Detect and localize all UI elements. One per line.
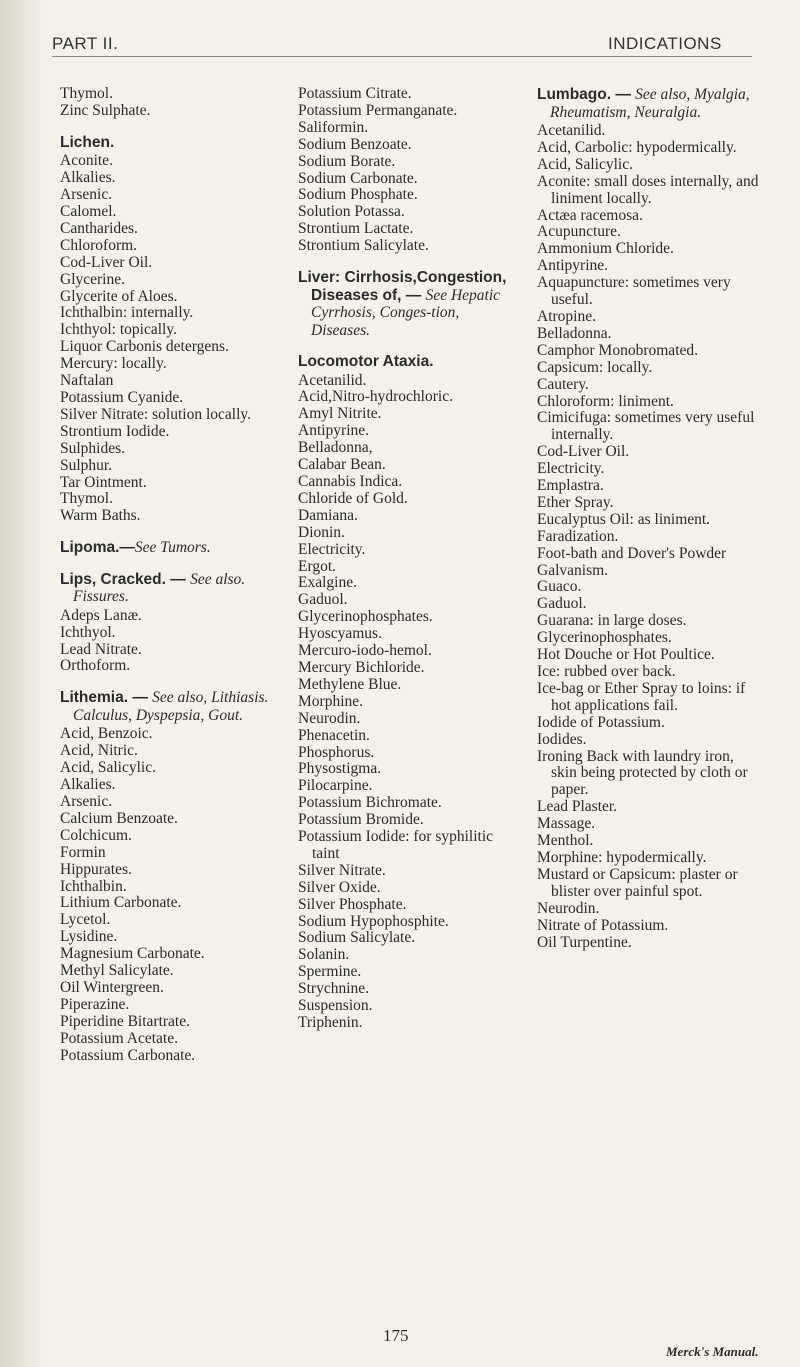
running-head-left: PART II. [52, 34, 119, 53]
remedy-item: Sodium Hypophosphite. [298, 912, 449, 930]
remedy-item: Sulphides. [60, 439, 126, 457]
book-spine-shadow [0, 0, 42, 1367]
remedy-item: Acid, Salicylic. [537, 155, 633, 173]
remedy-item: Ironing Back with laundry iron, skin being protected by cloth or paper. [537, 747, 748, 799]
entry-heading [60, 689, 280, 724]
remedy-item: Potassium Bromide. [298, 811, 424, 829]
remedy-item: Calcium Benzoate. [60, 809, 178, 827]
remedy-item: Emplastra. [537, 477, 604, 495]
remedy-item: Antipyrine. [537, 257, 609, 275]
remedy-item: Potassium Citrate. [298, 85, 412, 102]
remedy-item: Ichthalbin: internally. [60, 304, 194, 322]
heading-text: Lithemia. — [60, 689, 153, 707]
remedy-item: Neurodin. [537, 899, 600, 917]
remedy-item: Sodium Benzoate. [298, 135, 412, 153]
remedy-item: Belladonna, [298, 439, 373, 457]
index-entry [60, 134, 280, 525]
remedy-item: Massage. [537, 815, 596, 833]
remedy-item: Silver Oxide. [298, 878, 381, 896]
remedy-item: Pilocarpine. [298, 777, 373, 795]
remedy-item: Sulphur. [60, 456, 113, 474]
index-entry [60, 571, 280, 676]
remedy-item: Potassium Acetate. [60, 1029, 178, 1047]
remedy-item: Strontium Lactate. [298, 220, 414, 238]
remedy-item: Hippurates. [60, 860, 132, 878]
remedy-item: Ergot. [298, 557, 337, 575]
remedy-item: Piperazine. [60, 995, 130, 1013]
remedy-item: Calabar Bean. [298, 456, 386, 474]
remedy-item: Strontium Iodide. [60, 422, 170, 440]
remedy-item: Acupuncture. [537, 223, 621, 241]
remedy-item: Belladonna. [537, 324, 612, 342]
remedy-item: Potassium Bichromate. [298, 794, 442, 812]
remedy-item: Spermine. [298, 963, 362, 981]
remedy-item: Arsenic. [60, 186, 113, 204]
remedy-item: Strontium Salicylate. [298, 237, 429, 255]
column-3 [537, 86, 763, 965]
remedy-list [60, 726, 280, 1064]
remedy-item: Eucalyptus Oil: as liniment. [537, 510, 711, 528]
entry-heading [298, 269, 514, 339]
remedy-item: Cod-Liver Oil. [60, 253, 153, 271]
entry-heading [537, 86, 763, 121]
remedy-item: Lycetol. [60, 911, 111, 929]
remedy-item: Chloroform: liniment. [537, 392, 674, 410]
remedy-item: Potassium Permanganate. [298, 101, 458, 119]
remedy-item: Lithium Carbonate. [60, 894, 182, 912]
entry-heading [60, 571, 280, 606]
entry-heading [298, 353, 514, 371]
remedy-item: Mercury: locally. [60, 355, 167, 373]
see-also-reference: See also, Myalgia, Rheumatism, Neuralgia. [550, 86, 750, 121]
remedy-item: Oil Turpentine. [537, 933, 632, 951]
heading-text: Locomotor Ataxia. [298, 353, 434, 371]
remedy-item: Lysidine. [60, 928, 118, 946]
remedy-item: Ether Spray. [537, 493, 614, 511]
remedy-item: Acetanilid. [537, 122, 606, 139]
index-entry [298, 353, 514, 1032]
remedy-item: Silver Phosphate. [298, 895, 407, 913]
remedy-item: Antipyrine. [298, 422, 370, 440]
remedy-item: Acetanilid. [298, 371, 367, 389]
remedy-item: Cimicifuga: sometimes very useful internally. [537, 409, 755, 444]
remedy-item: Lead Nitrate. [60, 640, 142, 658]
remedy-item: Ice: rubbed over back. [537, 663, 676, 680]
column-2 [298, 86, 514, 1046]
remedy-item: Sodium Borate. [298, 152, 396, 170]
remedy-item: Dionin. [298, 523, 345, 541]
remedy-item: Ichthyol: topically. [60, 321, 177, 339]
remedy-item: Silver Nitrate. [298, 861, 386, 879]
heading-text: Lichen. [60, 133, 115, 151]
remedy-item: Alkalies. [60, 169, 116, 187]
index-entry [60, 86, 280, 120]
heading-text: Liver: Cirrhosis,Congestion, Diseases of, — [298, 269, 507, 304]
remedy-item: Tar Ointment. [60, 473, 147, 491]
remedy-item: Nitrate of Potassium. [537, 916, 669, 934]
remedy-item: Sodium Phosphate. [298, 186, 418, 204]
index-entry [298, 86, 514, 255]
page-number: 175 [383, 1326, 409, 1345]
remedy-item: Cautery. [537, 375, 589, 393]
remedy-item: Electricity. [298, 540, 366, 558]
remedy-item: Foot-bath and Dover's Powder [537, 544, 727, 562]
remedy-item: Oil Wintergreen. [60, 978, 164, 996]
remedy-item: Acid, Benzoic. [60, 725, 153, 743]
remedy-item: Solution Potassa. [298, 203, 405, 221]
entry-heading [60, 539, 280, 557]
remedy-item: Orthoform. [60, 657, 131, 675]
remedy-item: Gaduol. [298, 591, 348, 609]
remedy-item: Faradization. [537, 527, 619, 545]
remedy-item: Menthol. [537, 832, 594, 850]
remedy-item: Neurodin. [298, 709, 361, 727]
heading-text: Lipoma.— [60, 539, 135, 557]
remedy-item: Lead Plaster. [537, 798, 618, 816]
remedy-item: Guaco. [537, 578, 582, 596]
remedy-item: Mercuro-iodo-hemol. [298, 642, 432, 660]
remedy-item: Phenacetin. [298, 726, 370, 744]
remedy-item: Arsenic. [60, 793, 113, 810]
remedy-item: Acid, Nitric. [60, 742, 138, 760]
remedy-item: Mustard or Capsicum: plaster or blister over painful spot. [537, 865, 738, 900]
remedy-item: Sodium Salicylate. [298, 929, 416, 947]
remedy-item: Acid, Carbolic: hypodermically. [537, 138, 737, 156]
remedy-item: Ichthyol. [60, 623, 116, 641]
remedy-item: Aquapuncture: sometimes very useful. [537, 274, 731, 309]
remedy-item: Glycerinophosphates. [298, 608, 433, 626]
remedy-item: Potassium Iodide: for syphilitic taint [298, 828, 494, 862]
heading-text: Lips, Cracked. — [60, 570, 191, 588]
remedy-item: Saliformin. [298, 118, 369, 136]
remedy-item: Actæa racemosa. [537, 206, 643, 224]
remedy-item: Iodide of Potassium. [537, 713, 665, 731]
see-also-reference: See also. Fissures. [73, 570, 246, 606]
entry-heading [60, 134, 280, 152]
remedy-item: Acid, Salicylic. [60, 759, 156, 777]
remedy-item: Cannabis Indica. [298, 473, 403, 490]
remedy-item: Hyoscyamus. [298, 625, 382, 643]
remedy-item: Silver Nitrate: solution locally. [60, 405, 251, 423]
remedy-item: Aconite. [60, 152, 113, 170]
remedy-item: Potassium Carbonate. [60, 1046, 196, 1064]
index-entry [60, 689, 280, 1064]
remedy-item: Naftalan [60, 372, 114, 390]
remedy-item: Glycerite of Aloes. [60, 287, 178, 305]
remedy-list [60, 153, 280, 525]
remedy-list [298, 86, 514, 255]
remedy-item: Guarana: in large doses. [537, 612, 687, 630]
remedy-item: Iodides. [537, 730, 587, 748]
remedy-item: Magnesium Carbonate. [60, 945, 205, 963]
remedy-item: Solanin. [298, 946, 350, 964]
remedy-item: Capsicum: locally. [537, 358, 653, 376]
running-head-right: INDICATIONS [608, 34, 722, 53]
see-also-reference: See Tumors. [134, 539, 211, 557]
remedy-item: Methylene Blue. [298, 675, 402, 693]
remedy-item: Electricity. [537, 460, 605, 478]
index-entry [298, 269, 514, 339]
remedy-item: Zinc Sulphate. [60, 101, 151, 119]
remedy-item: Gaduol. [537, 595, 587, 613]
index-entry [537, 86, 763, 951]
remedy-item: Chloride of Gold. [298, 489, 408, 507]
see-also-reference: See Hepatic Cyrrhosis, Conges-tion, Diseases. [311, 286, 501, 339]
remedy-item: Atropine. [537, 307, 596, 325]
remedy-item: Thymol. [60, 85, 113, 102]
see-also-reference: See also, Lithiasis. Calculus, Dyspepsia, Gout. [73, 689, 269, 724]
remedy-list [298, 373, 514, 1032]
remedy-item: Alkalies. [60, 776, 116, 794]
remedy-item: Suspension. [298, 997, 373, 1015]
remedy-item: Aconite: small doses internally, and liniment locally. [537, 172, 759, 207]
remedy-item: Formin [60, 843, 106, 861]
remedy-item: Galvanism. [537, 561, 609, 579]
remedy-item: Warm Baths. [60, 507, 141, 525]
remedy-item: Potassium Cyanide. [60, 389, 184, 406]
remedy-item: Strychnine. [298, 980, 370, 998]
remedy-item: Cod-Liver Oil. [537, 443, 630, 461]
remedy-item: Triphenin. [298, 1014, 363, 1031]
remedy-item: Morphine: hypodermically. [537, 848, 707, 866]
remedy-item: Chloroform. [60, 236, 138, 254]
remedy-item: Piperidine Bitartrate. [60, 1012, 190, 1030]
remedy-item: Mercury Bichloride. [298, 658, 425, 676]
remedy-list [60, 86, 280, 120]
remedy-item: Physostigma. [298, 760, 382, 778]
publisher-imprint: Merck's Manual. [666, 1344, 759, 1359]
remedy-item: Amyl Nitrite. [298, 405, 382, 423]
column-1 [60, 86, 280, 1079]
remedy-item: Ammonium Chloride. [537, 240, 674, 258]
remedy-item: Methyl Salicylate. [60, 962, 174, 980]
remedy-item: Adeps Lanæ. [60, 606, 142, 624]
index-entry [60, 539, 280, 557]
remedy-item: Ice-bag or Ether Spray to loins: if hot applications fail. [537, 679, 746, 714]
remedy-list [60, 608, 280, 676]
remedy-item: Cantharides. [60, 219, 138, 237]
remedy-item: Calomel. [60, 203, 117, 221]
remedy-item: Camphor Monobromated. [537, 341, 699, 359]
remedy-item: Glycerinophosphates. [537, 629, 672, 647]
remedy-item: Liquor Carbonis detergens. [60, 338, 229, 356]
remedy-item: Thymol. [60, 490, 113, 508]
remedy-item: Colchicum. [60, 826, 132, 844]
remedy-item: Phosphorus. [298, 743, 375, 761]
remedy-list [537, 123, 763, 951]
remedy-item: Acid,Nitro-hydrochloric. [298, 388, 453, 406]
remedy-item: Glycerine. [60, 270, 125, 288]
remedy-item: Morphine. [298, 692, 364, 710]
header-rule [52, 56, 752, 57]
remedy-item: Exalgine. [298, 574, 357, 592]
remedy-item: Damiana. [298, 506, 358, 524]
remedy-item: Sodium Carbonate. [298, 169, 418, 187]
remedy-item: Ichthalbin. [60, 877, 127, 895]
remedy-item: Hot Douche or Hot Poultice. [537, 646, 715, 664]
heading-text: Lumbago. — [537, 86, 636, 103]
